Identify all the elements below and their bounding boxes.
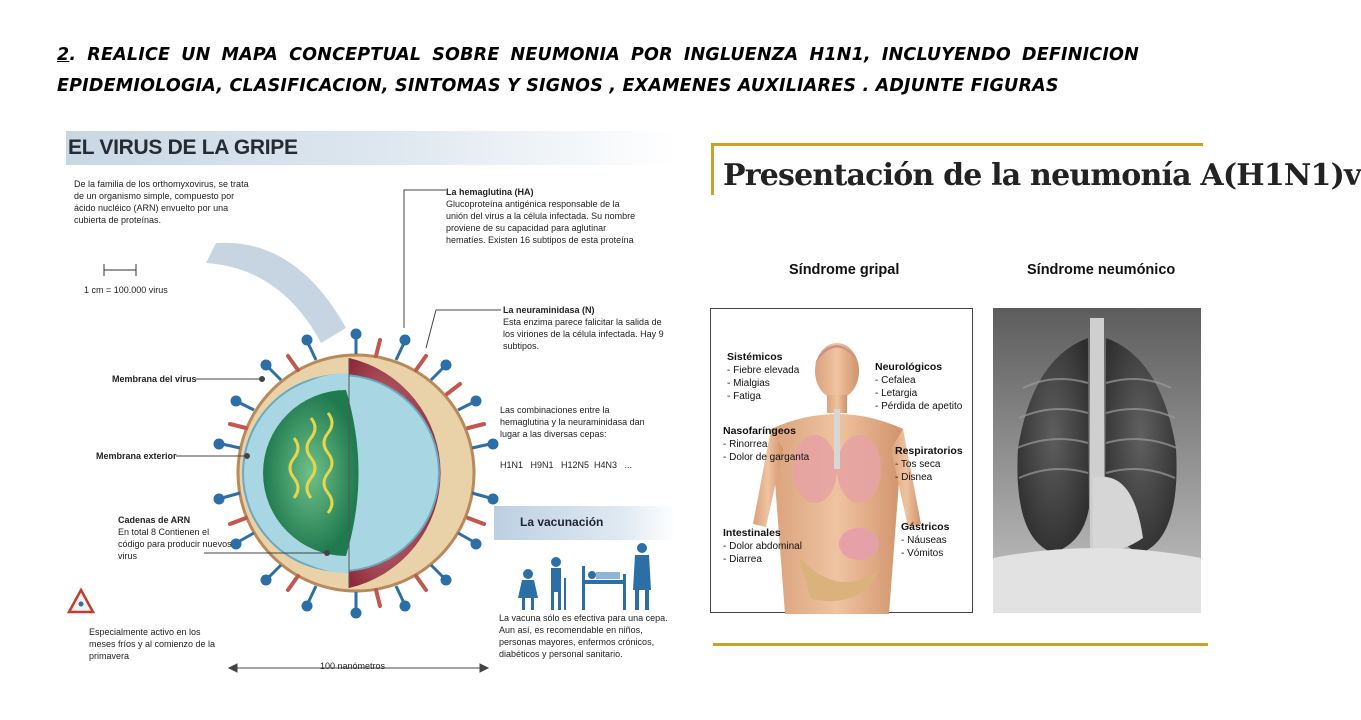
neuraminidase-title: La neuraminidasa (N): [503, 305, 595, 315]
scale-ruler: [104, 264, 136, 276]
callout-tail-shape: [206, 243, 346, 343]
pneumonic-syndrome-label: Síndrome neumónico: [1027, 262, 1176, 278]
flu-virus-infographic: [66, 128, 676, 678]
gold-rule-bottom: [713, 643, 1208, 646]
chest-xray-image: [993, 308, 1201, 613]
systemic-title: Sistémicos: [727, 351, 783, 363]
hemagglutinin-title: La hemaglutina (HA): [446, 187, 534, 197]
neurological-symptoms: [875, 361, 962, 413]
gold-rule-top: [713, 143, 1203, 146]
respiratory-title: Respiratorios: [895, 445, 963, 457]
nasopharyngeal-symptoms: [723, 425, 809, 464]
rna-block: [118, 514, 233, 562]
warning-icon: [69, 590, 93, 612]
strain-combinations-text: Las combinaciones entre la hemaglutina y la neuraminidasa dan lugar a las diversas cepas:: [500, 405, 645, 439]
seasonal-warning-text: Especialmente activo en los meses fríos y al comienzo de la primavera: [89, 627, 216, 661]
virus-membrane-label: Membrana del virus: [112, 374, 197, 384]
nanometer-scale-label: 100 nanómetros: [320, 661, 386, 671]
neurological-title: Neurológicos: [875, 361, 943, 373]
outer-membrane-label: Membrana exterior: [96, 451, 177, 461]
nasopharyngeal-title: Nasofaríngeos: [723, 425, 796, 437]
systemic-items: - Fiebre elevada - Mialgias - Fatiga: [727, 365, 800, 402]
rna-title: Cadenas de ARN: [118, 515, 191, 525]
intestinal-items: - Dolor abdominal - Diarrea: [723, 541, 802, 565]
slide-title: [57, 40, 1139, 102]
slide-title-text: . REALICE UN MAPA CONCEPTUAL SOBRE NEUMONIA POR INGLUENZA H1N1, INCLUYENDO DEFINICION EPIDEMIOLOGIA, CLASIFICACION, SINTOMAS Y SIGNOS , EXAMENES AUXILIARES . ADJUNTE FIGURAS: [57, 45, 1139, 96]
respiratory-symptoms: [895, 445, 963, 484]
vaccination-header-bar: [494, 506, 676, 540]
gold-rule-left: [711, 143, 714, 195]
neuraminidase-text: Esta enzima parece falicitar la salida de los viriones de la célula infectada. Hay 9 subtipos.: [503, 317, 664, 351]
gastric-title: Gástricos: [901, 521, 950, 533]
slide-title-number: 2: [57, 45, 70, 65]
gastric-symptoms: [901, 521, 949, 560]
flu-header: EL VIRUS DE LA GRIPE: [68, 136, 298, 159]
virus-intro-text: De la familia de los orthomyxovirus, se trata de un organismo simple, compuesto por ácido nucléico (ARN) envuelto por una cubierta de proteínas.: [74, 179, 249, 225]
hemagglutinin-text: Glucoproteína antigénica responsable de la unión del virus a la célula infectada. Su nombre proviene de su capacidad para aglutinar hematíes. Existen 16 subtipos de esta proteína: [446, 199, 636, 245]
vaccination-title: La vacunación: [520, 515, 604, 529]
gastric-items: - Náuseas - Vómitos: [901, 535, 947, 559]
rna-text: En total 8 Contienen el código para producir nuevos virus: [118, 527, 232, 561]
symptoms-body-diagram: [710, 308, 973, 613]
respiratory-items: - Tos seca - Disnea: [895, 459, 941, 483]
vaccination-text: La vacuna sólo es efectiva para una cepa. Aun así, es recomendable en niños, personas mayores, enfermos crónicos, diabéticos y personal sanitario.: [499, 613, 668, 659]
hemagglutinin-block: [446, 186, 636, 246]
scale-label: 1 cm = 100.000 virus: [84, 285, 168, 295]
pneumonia-presentation-figure: [705, 140, 1361, 652]
neuraminidase-block: [503, 304, 675, 352]
flu-syndrome-label: Síndrome gripal: [789, 262, 900, 278]
vaccination-pictograms: [518, 543, 651, 610]
intestinal-symptoms: [723, 527, 802, 566]
strain-list: H1N1 H9N1 H12N5 H4N3 ...: [500, 460, 633, 470]
pneumonia-heading: Presentación de la neumonía A(H1N1)v: [723, 158, 1361, 193]
systemic-symptoms: [727, 351, 799, 403]
nasopharyngeal-items: - Rinorrea - Dolor de garganta: [723, 439, 810, 463]
intestinal-title: Intestinales: [723, 527, 781, 539]
neurological-items: - Cefalea - Letargia - Pérdida de apetito: [875, 375, 963, 412]
